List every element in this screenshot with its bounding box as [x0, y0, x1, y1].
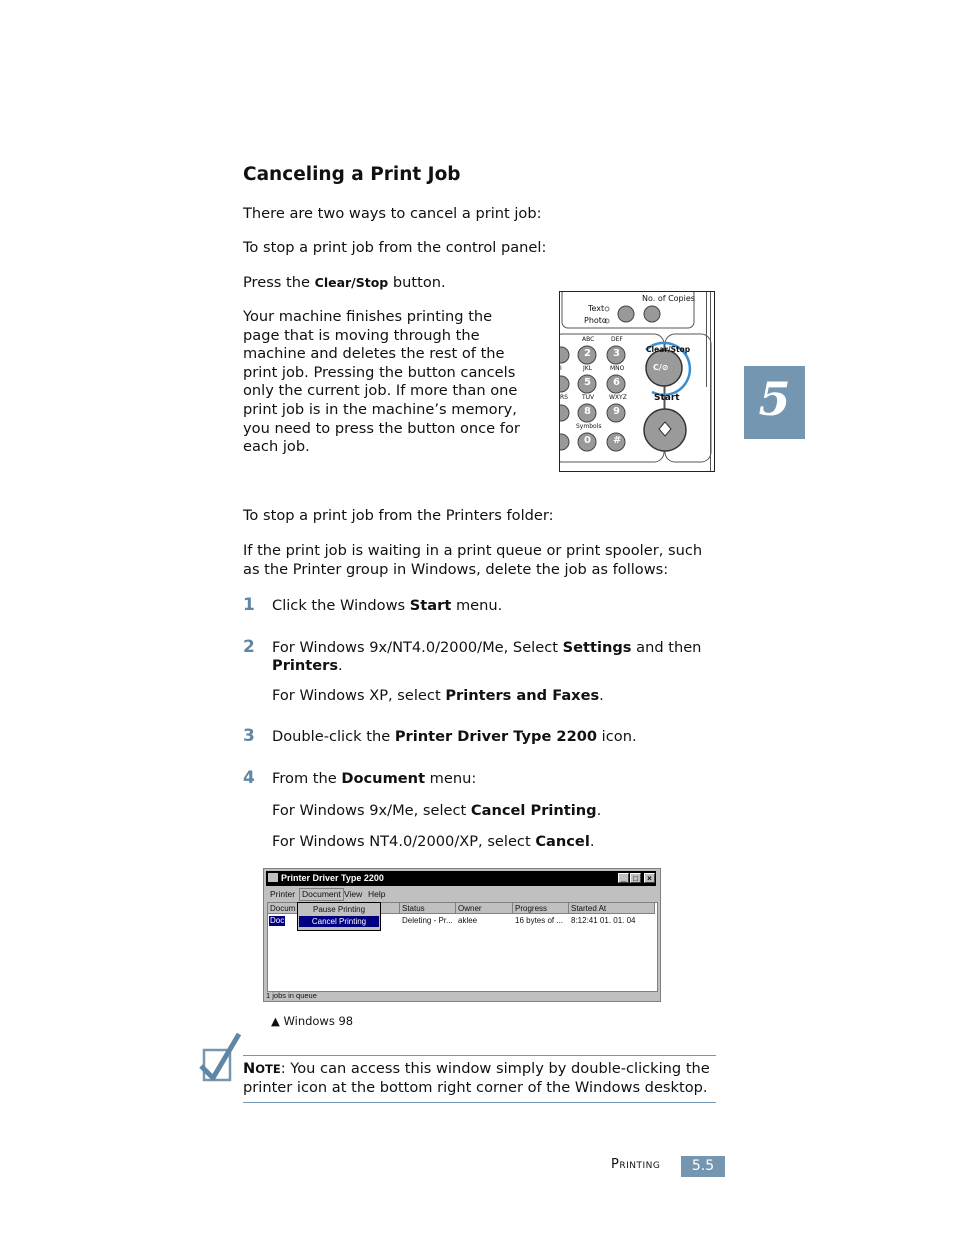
menu-item-pause-printing[interactable]: Pause Printing: [312, 905, 366, 914]
step-2-pre: For Windows 9x/NT4.0/2000/Me, Select: [272, 639, 563, 656]
step-4: [272, 770, 476, 788]
window-title-bar: [266, 871, 656, 886]
column-status[interactable]: Status: [400, 903, 456, 914]
key-5: 5: [584, 377, 591, 388]
menu-view[interactable]: View: [344, 889, 363, 899]
folder-lead: To stop a print job from the Printers folder:: [243, 507, 554, 524]
menu-document[interactable]: Document: [299, 888, 344, 901]
step-4-sub1: [272, 802, 601, 820]
left-edge-letters-2: RS: [560, 394, 568, 401]
press-prefix: Press the: [243, 274, 310, 291]
step-2-sub-pre: For Windows XP, select: [272, 687, 446, 704]
step-1-bold: Start: [409, 597, 452, 614]
minimize-button[interactable]: _: [618, 873, 629, 883]
step-4-sub2-post: .: [589, 833, 595, 850]
step-3-pre: Double-click the: [272, 728, 395, 745]
press-instruction: [243, 274, 446, 293]
job-row-owner: aklee: [458, 916, 478, 925]
key-letters-mno: MNO: [610, 365, 625, 372]
clear-stop-key-label: Clear/Stop: [314, 275, 389, 290]
key-3: 3: [613, 348, 620, 359]
step-4-sub2-bold: Cancel: [535, 833, 590, 850]
step-2-bold: Settings: [562, 639, 632, 656]
note-label-rest: OTE: [255, 1062, 281, 1076]
note-text: [243, 1060, 716, 1097]
control-panel-lead: To stop a print job from the control panel:: [243, 239, 547, 256]
step-2-post: .: [338, 657, 343, 674]
column-started-at[interactable]: Started At: [569, 903, 655, 914]
step-2-sub-post: .: [599, 687, 604, 704]
start-label: Start: [654, 393, 680, 403]
step-2-sub: [272, 687, 604, 705]
step-4-sub1-post: .: [596, 802, 602, 819]
step-number-1: 1: [243, 595, 255, 615]
key-8: 8: [584, 406, 591, 417]
step-2-sub-bold: Printers and Faxes: [445, 687, 600, 704]
job-row-progress: 16 bytes of ...: [515, 916, 564, 925]
footer-section: Printing: [611, 1157, 661, 1172]
page-number: 5.5: [681, 1156, 725, 1177]
step-number-3: 3: [243, 726, 255, 746]
key-letters-wxyz: WXYZ: [609, 394, 627, 401]
step-2-bold2: Printers: [272, 657, 339, 674]
menu-printer[interactable]: Printer: [270, 889, 296, 899]
step-1-pre: Click the Windows: [272, 597, 410, 614]
step-number-2: 2: [243, 637, 255, 657]
photo-label: Photo: [584, 316, 607, 325]
step-4-pre: From the: [272, 770, 342, 787]
key-9: 9: [613, 406, 620, 417]
note-label-cap: N: [243, 1060, 256, 1077]
key-letters-def: DEF: [611, 336, 623, 343]
step-4-sub1-bold: Cancel Printing: [470, 802, 597, 819]
control-panel-image: [559, 291, 715, 472]
document-menu-dropdown: [297, 902, 381, 931]
note-bottom-rule: [243, 1102, 716, 1103]
step-4-bold: Document: [341, 770, 426, 787]
key-0: 0: [584, 435, 591, 446]
machine-paragraph: Your machine finishes printing the page that is moving through the machine and deletes the rest of the print job. Pressing the button cancels only the current job. If more than one print job is in the machine’s memory, you need to press the button once for each job.: [243, 308, 520, 456]
key-hash: #: [613, 435, 622, 446]
window-menu-bar: [266, 888, 656, 901]
printer-icon: [268, 873, 278, 882]
clear-stop-label: Clear/Stop: [646, 345, 691, 354]
key-letters-tuv: TUV: [582, 394, 595, 401]
step-2-mid: and then: [631, 639, 702, 656]
key-6: 6: [613, 377, 620, 388]
menu-help[interactable]: Help: [368, 889, 386, 899]
key-letters-jkl: JKL: [583, 365, 593, 372]
key-letters-abc: ABC: [582, 336, 595, 343]
window-status-bar: 1 jobs in queue: [266, 991, 317, 1000]
step-4-sub2-pre: For Windows NT4.0/2000/XP, select: [272, 833, 536, 850]
menu-item-cancel-printing[interactable]: Cancel Printing: [299, 916, 379, 927]
note-top-rule: [243, 1055, 716, 1056]
step-3-post: icon.: [597, 728, 637, 745]
maximize-button[interactable]: □: [630, 873, 641, 883]
step-2: [272, 639, 717, 675]
chapter-tab: [744, 366, 805, 439]
step-4-sub2: [272, 833, 594, 851]
close-button[interactable]: ×: [644, 873, 655, 883]
press-suffix: button.: [392, 274, 446, 291]
folder-paragraph: If the print job is waiting in a print queue or print spooler, such as the Printer group in Windows, delete the job as follows:: [243, 542, 703, 578]
column-owner[interactable]: Owner: [456, 903, 513, 914]
step-3-bold: Printer Driver Type 2200: [394, 728, 598, 745]
job-row-started: 8:12:41 01. 01. 04: [571, 916, 636, 925]
job-row-document[interactable]: Doc: [270, 916, 285, 925]
chapter-number: 5: [758, 372, 791, 426]
step-4-sub1-pre: For Windows 9x/Me, select: [272, 802, 471, 819]
clear-stop-key: C/⊘: [653, 363, 669, 372]
step-1-post: menu.: [451, 597, 503, 614]
column-progress[interactable]: Progress: [513, 903, 569, 914]
intro-text: There are two ways to cancel a print job:: [243, 205, 542, 222]
window-title: Printer Driver Type 2200: [281, 873, 384, 883]
key-letters-symbols: Symbols: [576, 423, 602, 430]
job-row-status: Deleting - Pr...: [402, 916, 453, 925]
step-1: [272, 597, 502, 615]
left-edge-letters-1: I: [560, 365, 562, 372]
text-label: Text: [588, 304, 605, 313]
page-title: Canceling a Print Job: [243, 164, 461, 185]
figure-caption: ▲ Windows 98: [271, 1014, 354, 1028]
note-body: : You can access this window simply by double-clicking the printer icon at the bottom right corner of the Windows desktop.: [243, 1060, 710, 1096]
column-document[interactable]: Docum: [268, 903, 400, 914]
checkmark-icon: [199, 1032, 243, 1084]
key-2: 2: [584, 348, 591, 359]
printer-queue-window: [263, 868, 661, 1002]
copies-label: No. of Copies: [642, 294, 695, 303]
step-number-4: 4: [243, 768, 255, 788]
step-3: [272, 728, 637, 746]
step-4-post: menu:: [425, 770, 477, 787]
